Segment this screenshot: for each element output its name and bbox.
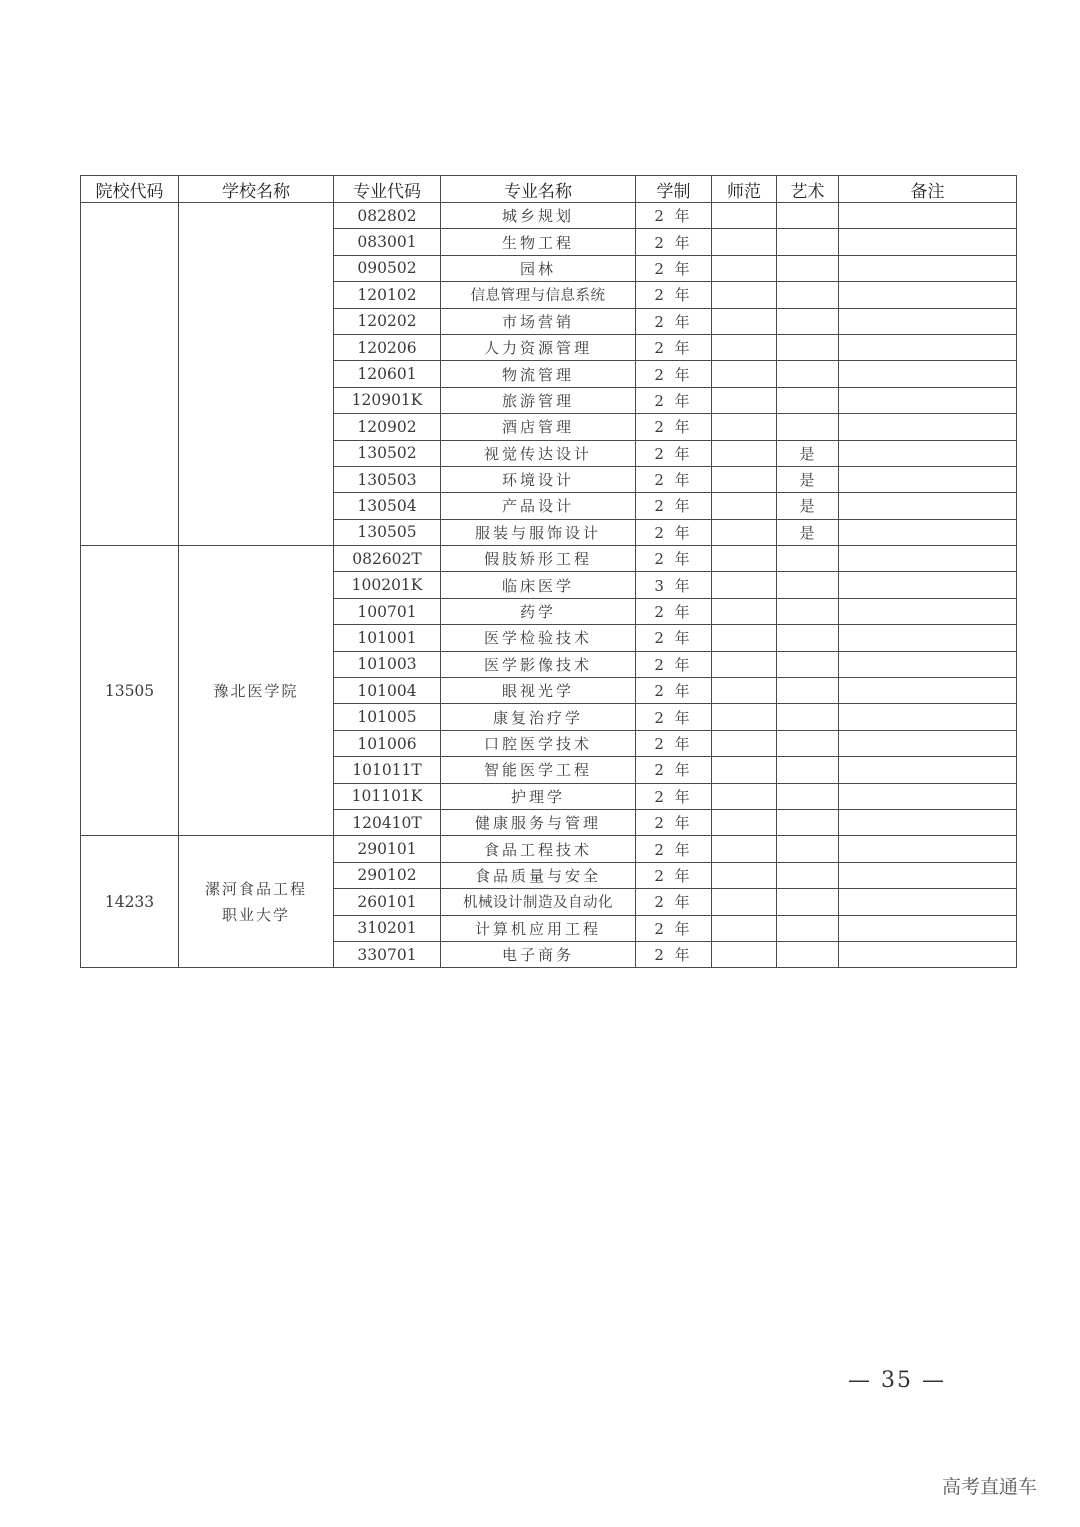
major-code-cell: 101004 — [334, 678, 441, 704]
duration-cell: 2 年 — [636, 519, 712, 545]
school-name-cell: 豫北医学院 — [179, 546, 334, 836]
art-cell — [777, 625, 839, 651]
duration-cell: 2 年 — [636, 334, 712, 360]
note-cell — [839, 387, 1017, 413]
normal-cell — [712, 730, 777, 756]
major-name-cell: 护理学 — [441, 783, 636, 809]
normal-cell — [712, 361, 777, 387]
duration-cell: 2 年 — [636, 889, 712, 915]
table-header — [81, 176, 1017, 203]
major-name-cell: 产品设计 — [441, 493, 636, 519]
art-cell — [777, 889, 839, 915]
header-note: 备注 — [839, 176, 1017, 203]
page-number: — 35 — — [848, 1368, 946, 1393]
art-cell — [777, 203, 839, 229]
major-code-cell: 100701 — [334, 598, 441, 624]
art-cell — [777, 387, 839, 413]
major-name-cell: 电子商务 — [441, 941, 636, 967]
table-row — [81, 836, 1017, 862]
major-name-cell: 健康服务与管理 — [441, 809, 636, 835]
art-cell — [777, 704, 839, 730]
major-code-cell: 120601 — [334, 361, 441, 387]
school-name-cell — [179, 203, 334, 546]
art-cell — [777, 308, 839, 334]
major-code-cell: 310201 — [334, 915, 441, 941]
note-cell — [839, 915, 1017, 941]
art-cell — [777, 255, 839, 281]
normal-cell — [712, 836, 777, 862]
header-school-name: 学校名称 — [179, 176, 334, 203]
note-cell — [839, 493, 1017, 519]
duration-cell: 2 年 — [636, 651, 712, 677]
normal-cell — [712, 941, 777, 967]
art-cell — [777, 809, 839, 835]
major-code-cell: 101006 — [334, 730, 441, 756]
normal-cell — [712, 915, 777, 941]
art-cell — [777, 651, 839, 677]
major-name-cell: 物流管理 — [441, 361, 636, 387]
note-cell — [839, 625, 1017, 651]
major-name-cell: 酒店管理 — [441, 414, 636, 440]
duration-cell: 2 年 — [636, 229, 712, 255]
header-row — [81, 176, 1017, 203]
art-cell — [777, 546, 839, 572]
normal-cell — [712, 598, 777, 624]
header-normal: 师范 — [712, 176, 777, 203]
major-code-cell: 083001 — [334, 229, 441, 255]
major-name-cell: 人力资源管理 — [441, 334, 636, 360]
duration-cell: 3 年 — [636, 572, 712, 598]
normal-cell — [712, 414, 777, 440]
note-cell — [839, 809, 1017, 835]
normal-cell — [712, 757, 777, 783]
major-name-cell: 环境设计 — [441, 466, 636, 492]
normal-cell — [712, 546, 777, 572]
normal-cell — [712, 229, 777, 255]
duration-cell: 2 年 — [636, 941, 712, 967]
major-name-cell: 市场营销 — [441, 308, 636, 334]
duration-cell: 2 年 — [636, 414, 712, 440]
normal-cell — [712, 783, 777, 809]
major-name-cell: 旅游管理 — [441, 387, 636, 413]
major-code-cell: 120202 — [334, 308, 441, 334]
duration-cell: 2 年 — [636, 625, 712, 651]
major-code-cell: 120102 — [334, 282, 441, 308]
header-major-code: 专业代码 — [334, 176, 441, 203]
major-code-cell: 330701 — [334, 941, 441, 967]
duration-cell: 2 年 — [636, 493, 712, 519]
major-code-cell: 101001 — [334, 625, 441, 651]
school-code-cell: 14233 — [81, 836, 179, 968]
major-code-cell: 130503 — [334, 466, 441, 492]
note-cell — [839, 651, 1017, 677]
note-cell — [839, 466, 1017, 492]
art-cell — [777, 836, 839, 862]
duration-cell: 2 年 — [636, 203, 712, 229]
duration-cell: 2 年 — [636, 308, 712, 334]
duration-cell: 2 年 — [636, 440, 712, 466]
duration-cell: 2 年 — [636, 255, 712, 281]
duration-cell: 2 年 — [636, 730, 712, 756]
school-code-cell: 13505 — [81, 546, 179, 836]
school-code-cell — [81, 203, 179, 546]
major-code-cell: 120901K — [334, 387, 441, 413]
major-name-cell: 眼视光学 — [441, 678, 636, 704]
art-cell — [777, 361, 839, 387]
major-name-cell: 医学影像技术 — [441, 651, 636, 677]
duration-cell: 2 年 — [636, 546, 712, 572]
major-name-cell: 园林 — [441, 255, 636, 281]
normal-cell — [712, 651, 777, 677]
normal-cell — [712, 493, 777, 519]
normal-cell — [712, 862, 777, 888]
duration-cell: 2 年 — [636, 704, 712, 730]
note-cell — [839, 730, 1017, 756]
art-cell — [777, 862, 839, 888]
note-cell — [839, 572, 1017, 598]
duration-cell: 2 年 — [636, 783, 712, 809]
major-name-cell: 服装与服饰设计 — [441, 519, 636, 545]
major-code-cell: 101003 — [334, 651, 441, 677]
note-cell — [839, 361, 1017, 387]
art-cell — [777, 598, 839, 624]
major-code-cell: 101005 — [334, 704, 441, 730]
note-cell — [839, 203, 1017, 229]
major-name-cell: 智能医学工程 — [441, 757, 636, 783]
art-cell — [777, 941, 839, 967]
note-cell — [839, 546, 1017, 572]
major-name-cell: 医学检验技术 — [441, 625, 636, 651]
duration-cell: 2 年 — [636, 466, 712, 492]
note-cell — [839, 334, 1017, 360]
duration-cell: 2 年 — [636, 361, 712, 387]
school-name-line: 漯河食品工程 — [204, 879, 307, 898]
normal-cell — [712, 466, 777, 492]
note-cell — [839, 282, 1017, 308]
major-name-cell: 假肢矫形工程 — [441, 546, 636, 572]
duration-cell: 2 年 — [636, 862, 712, 888]
note-cell — [839, 255, 1017, 281]
duration-cell: 2 年 — [636, 809, 712, 835]
major-name-cell: 信息管理与信息系统 — [441, 282, 636, 308]
major-code-cell: 130502 — [334, 440, 441, 466]
watermark: 高考直通车 — [942, 1476, 1038, 1498]
major-name-cell: 临床医学 — [441, 572, 636, 598]
art-cell — [777, 730, 839, 756]
normal-cell — [712, 625, 777, 651]
header-major-name: 专业名称 — [441, 176, 636, 203]
major-code-cell: 101101K — [334, 783, 441, 809]
art-cell — [777, 572, 839, 598]
major-name-cell: 康复治疗学 — [441, 704, 636, 730]
note-cell — [839, 440, 1017, 466]
note-cell — [839, 889, 1017, 915]
major-code-cell: 100201K — [334, 572, 441, 598]
major-code-cell: 090502 — [334, 255, 441, 281]
major-code-cell: 120410T — [334, 809, 441, 835]
duration-cell: 2 年 — [636, 678, 712, 704]
art-cell — [777, 915, 839, 941]
normal-cell — [712, 203, 777, 229]
normal-cell — [712, 255, 777, 281]
major-code-cell: 120902 — [334, 414, 441, 440]
note-cell — [839, 598, 1017, 624]
note-cell — [839, 678, 1017, 704]
major-code-cell: 082802 — [334, 203, 441, 229]
major-name-cell: 视觉传达设计 — [441, 440, 636, 466]
major-code-cell: 130504 — [334, 493, 441, 519]
major-name-cell: 生物工程 — [441, 229, 636, 255]
note-cell — [839, 836, 1017, 862]
normal-cell — [712, 519, 777, 545]
table-row — [81, 203, 1017, 229]
major-code-cell: 260101 — [334, 889, 441, 915]
major-code-cell: 290101 — [334, 836, 441, 862]
duration-cell: 2 年 — [636, 836, 712, 862]
normal-cell — [712, 334, 777, 360]
note-cell — [839, 941, 1017, 967]
duration-cell: 2 年 — [636, 282, 712, 308]
duration-cell: 2 年 — [636, 598, 712, 624]
major-code-cell: 130505 — [334, 519, 441, 545]
note-cell — [839, 229, 1017, 255]
school-name-cell — [179, 836, 334, 968]
major-name-cell: 食品质量与安全 — [441, 862, 636, 888]
note-cell — [839, 862, 1017, 888]
header-school-code: 院校代码 — [81, 176, 179, 203]
art-cell — [777, 757, 839, 783]
major-name-cell: 药学 — [441, 598, 636, 624]
table-body — [81, 203, 1017, 968]
normal-cell — [712, 809, 777, 835]
note-cell — [839, 519, 1017, 545]
art-cell — [777, 282, 839, 308]
normal-cell — [712, 440, 777, 466]
art-cell — [777, 678, 839, 704]
note-cell — [839, 757, 1017, 783]
header-duration: 学制 — [636, 176, 712, 203]
art-cell — [777, 783, 839, 809]
major-name-cell: 计算机应用工程 — [441, 915, 636, 941]
note-cell — [839, 704, 1017, 730]
major-code-cell: 082602T — [334, 546, 441, 572]
major-name-cell: 城乡规划 — [441, 203, 636, 229]
major-name-cell: 食品工程技术 — [441, 836, 636, 862]
header-art: 艺术 — [777, 176, 839, 203]
art-cell: 是 — [777, 466, 839, 492]
art-cell: 是 — [777, 440, 839, 466]
duration-cell: 2 年 — [636, 915, 712, 941]
note-cell — [839, 414, 1017, 440]
duration-cell: 2 年 — [636, 757, 712, 783]
major-name-cell: 机械设计制造及自动化 — [441, 889, 636, 915]
normal-cell — [712, 678, 777, 704]
majors-table — [80, 175, 1017, 968]
art-cell — [777, 334, 839, 360]
normal-cell — [712, 889, 777, 915]
major-code-cell: 290102 — [334, 862, 441, 888]
art-cell — [777, 414, 839, 440]
art-cell — [777, 229, 839, 255]
normal-cell — [712, 387, 777, 413]
art-cell: 是 — [777, 519, 839, 545]
table-row — [81, 546, 1017, 572]
note-cell — [839, 308, 1017, 334]
school-name-line: 职业大学 — [221, 905, 290, 924]
art-cell: 是 — [777, 493, 839, 519]
note-cell — [839, 783, 1017, 809]
major-code-cell: 120206 — [334, 334, 441, 360]
duration-cell: 2 年 — [636, 387, 712, 413]
normal-cell — [712, 704, 777, 730]
major-code-cell: 101011T — [334, 757, 441, 783]
normal-cell — [712, 572, 777, 598]
normal-cell — [712, 308, 777, 334]
normal-cell — [712, 282, 777, 308]
major-name-cell: 口腔医学技术 — [441, 730, 636, 756]
